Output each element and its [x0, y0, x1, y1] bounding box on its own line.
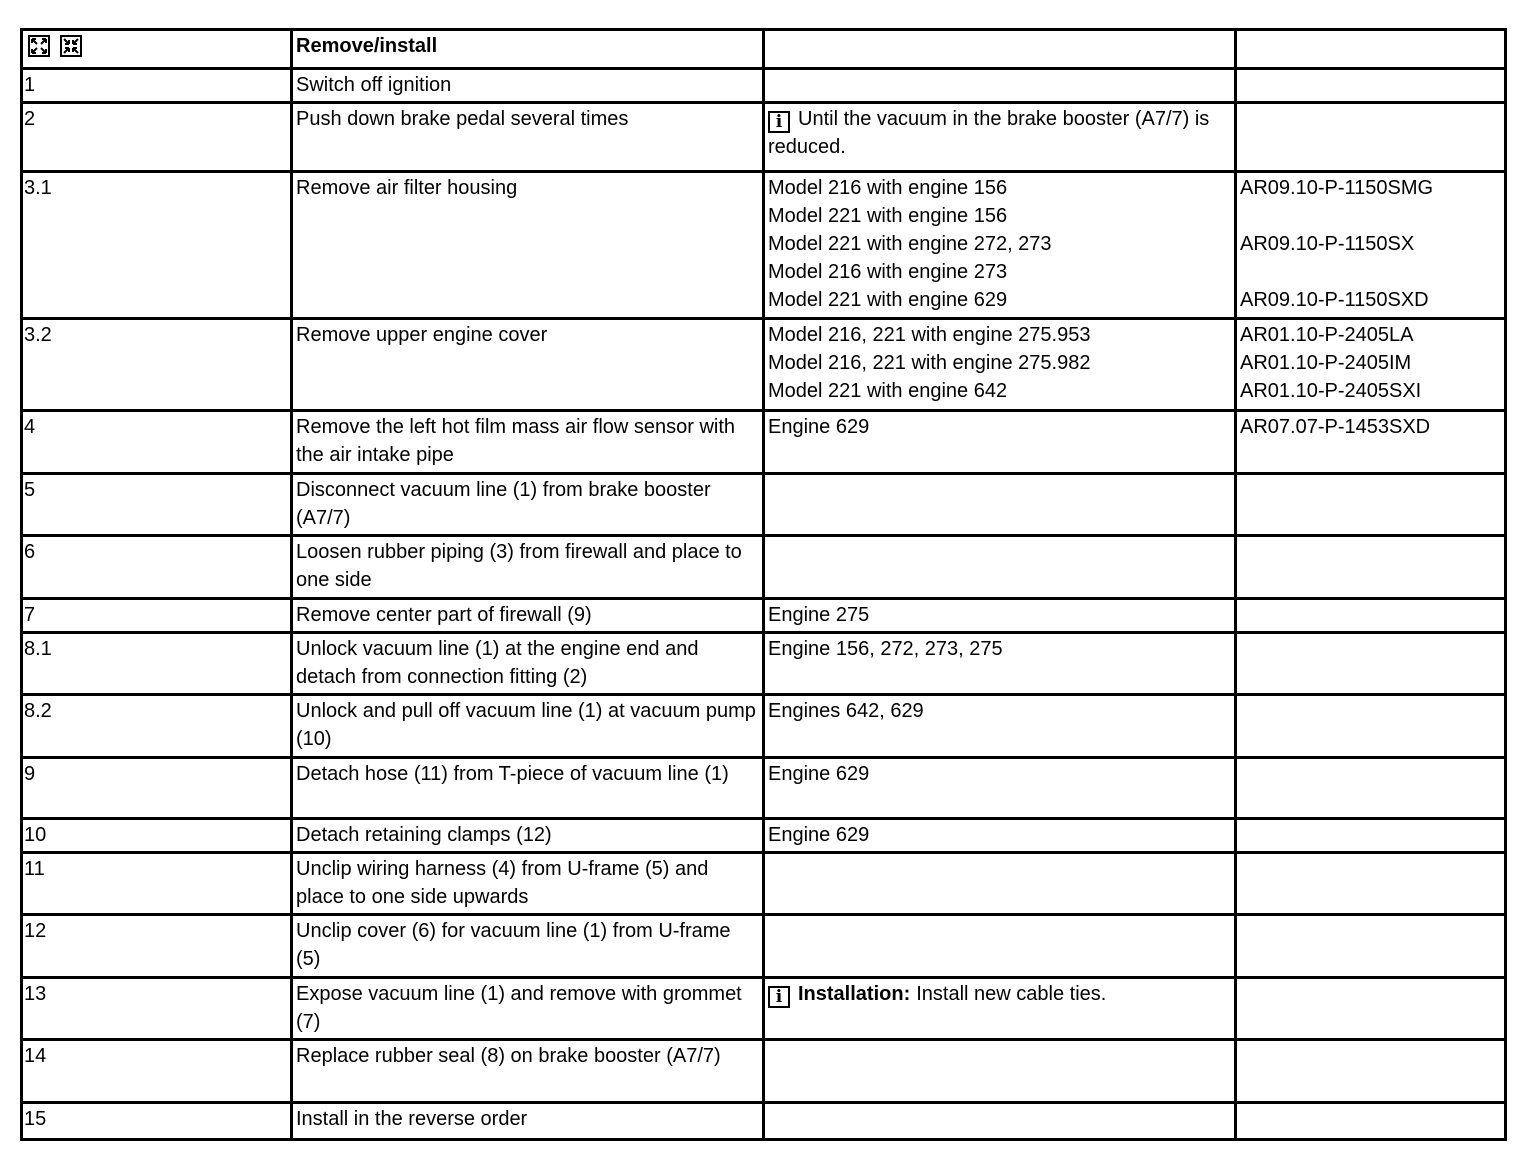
step-number: 13 — [22, 978, 292, 1040]
step-condition — [764, 853, 1236, 915]
step-condition — [764, 819, 1236, 853]
step-action: Unlock vacuum line (1) at the engine end and detach from connection fitting (2) — [292, 633, 764, 695]
condition-line: Engine 629 — [768, 763, 870, 785]
table-row — [22, 536, 1506, 599]
table-row — [22, 758, 1506, 819]
reference-link[interactable]: AR09.10-P-1150SXD — [1240, 289, 1429, 311]
table-row — [22, 853, 1506, 915]
table-row — [22, 411, 1506, 474]
table-row — [22, 978, 1506, 1040]
step-action: Loosen rubber piping (3) from firewall and place to one side — [292, 536, 764, 599]
step-reference — [1236, 172, 1506, 319]
step-reference — [1236, 411, 1506, 474]
table-row — [22, 819, 1506, 853]
step-action: Push down brake pedal several times — [292, 103, 764, 172]
step-condition — [764, 103, 1236, 172]
step-action: Remove air filter housing — [292, 172, 764, 319]
condition-line: Model 221 with engine 629 — [768, 289, 1008, 311]
step-condition — [764, 695, 1236, 758]
step-reference — [1236, 819, 1506, 853]
table-row — [22, 695, 1506, 758]
step-action: Remove center part of firewall (9) — [292, 599, 764, 633]
step-number: 7 — [22, 599, 292, 633]
step-number: 11 — [22, 853, 292, 915]
reference-link[interactable]: AR09.10-P-1150SMG — [1240, 177, 1434, 199]
step-reference — [1236, 599, 1506, 633]
step-number: 3.2 — [22, 319, 292, 411]
step-reference — [1236, 536, 1506, 599]
reference-link[interactable]: AR01.10-P-2405SXI — [1240, 380, 1422, 402]
reference-link[interactable]: AR01.10-P-2405LA — [1240, 324, 1414, 346]
step-condition — [764, 1040, 1236, 1103]
table-row — [22, 69, 1506, 103]
note-text: Until the vacuum in the brake booster (A7/7) is reduced. — [768, 108, 1210, 158]
step-action: Detach hose (11) from T-piece of vacuum line (1) — [292, 758, 764, 819]
step-reference — [1236, 853, 1506, 915]
condition-line: Model 216, 221 with engine 275.953 — [768, 324, 1091, 346]
table-row — [22, 172, 1506, 319]
step-action: Disconnect vacuum line (1) from brake booster (A7/7) — [292, 474, 764, 536]
step-reference — [1236, 103, 1506, 172]
condition-line: Engine 629 — [768, 416, 870, 438]
condition-line: Engine 156, 272, 273, 275 — [768, 638, 1003, 660]
collapse-icon[interactable] — [60, 35, 82, 57]
step-number: 2 — [22, 103, 292, 172]
step-reference — [1236, 758, 1506, 819]
header-title: Remove/install — [292, 30, 764, 69]
table-row — [22, 1040, 1506, 1103]
condition-line: Model 221 with engine 272, 273 — [768, 233, 1052, 255]
reference-link — [1240, 202, 1500, 230]
condition-line: Model 221 with engine 156 — [768, 205, 1008, 227]
step-action: Remove the left hot film mass air flow sensor with the air intake pipe — [292, 411, 764, 474]
step-condition — [764, 1103, 1236, 1140]
table-row — [22, 319, 1506, 411]
step-condition — [764, 915, 1236, 978]
step-action: Install in the reverse order — [292, 1103, 764, 1140]
table-row — [22, 103, 1506, 172]
step-action: Unclip cover (6) for vacuum line (1) from U-frame (5) — [292, 915, 764, 978]
info-icon: i — [768, 111, 790, 133]
step-condition — [764, 758, 1236, 819]
info-icon: i — [768, 986, 790, 1008]
step-action: Remove upper engine cover — [292, 319, 764, 411]
header-empty-cell — [1236, 30, 1506, 69]
step-number: 12 — [22, 915, 292, 978]
condition-line: Engine 275 — [768, 604, 870, 626]
reference-link[interactable]: AR01.10-P-2405IM — [1240, 352, 1412, 374]
step-condition — [764, 411, 1236, 474]
step-action: Detach retaining clamps (12) — [292, 819, 764, 853]
step-number: 6 — [22, 536, 292, 599]
step-reference — [1236, 978, 1506, 1040]
step-number: 1 — [22, 69, 292, 103]
step-number: 8.1 — [22, 633, 292, 695]
step-reference — [1236, 915, 1506, 978]
reference-link — [1240, 258, 1500, 286]
header-empty-cell — [764, 30, 1236, 69]
step-number: 3.1 — [22, 172, 292, 319]
step-action: Unlock and pull off vacuum line (1) at vacuum pump (10) — [292, 695, 764, 758]
condition-line: Model 216 with engine 273 — [768, 261, 1008, 283]
step-reference — [1236, 633, 1506, 695]
step-action: Unclip wiring harness (4) from U-frame (5) and place to one side upwards — [292, 853, 764, 915]
step-number: 8.2 — [22, 695, 292, 758]
step-action: Replace rubber seal (8) on brake booster (A7/7) — [292, 1040, 764, 1103]
table-row — [22, 474, 1506, 536]
step-action: Switch off ignition — [292, 69, 764, 103]
step-number: 5 — [22, 474, 292, 536]
step-condition — [764, 633, 1236, 695]
step-condition — [764, 69, 1236, 103]
condition-line: Model 221 with engine 642 — [768, 380, 1008, 402]
condition-line: Model 216, 221 with engine 275.982 — [768, 352, 1091, 374]
step-number: 4 — [22, 411, 292, 474]
step-reference — [1236, 1040, 1506, 1103]
step-condition — [764, 172, 1236, 319]
reference-link[interactable]: AR07.07-P-1453SXD — [1240, 416, 1431, 438]
table-row — [22, 915, 1506, 978]
condition-line: Engines 642, 629 — [768, 700, 924, 722]
step-reference — [1236, 695, 1506, 758]
step-condition — [764, 599, 1236, 633]
step-number: 9 — [22, 758, 292, 819]
reference-link[interactable]: AR09.10-P-1150SX — [1240, 233, 1415, 255]
procedure-table — [20, 28, 1507, 1141]
condition-line: Engine 629 — [768, 824, 870, 846]
step-action: Expose vacuum line (1) and remove with grommet (7) — [292, 978, 764, 1040]
step-number: 10 — [22, 819, 292, 853]
note-label: Installation: — [798, 983, 911, 1005]
step-reference — [1236, 474, 1506, 536]
step-condition — [764, 536, 1236, 599]
condition-line: Model 216 with engine 156 — [768, 177, 1008, 199]
header-row — [22, 30, 1506, 69]
step-condition — [764, 474, 1236, 536]
step-condition — [764, 319, 1236, 411]
table-row — [22, 633, 1506, 695]
expand-icon[interactable] — [28, 35, 50, 57]
step-reference — [1236, 69, 1506, 103]
step-reference — [1236, 1103, 1506, 1140]
step-condition — [764, 978, 1236, 1040]
header-icons-cell — [22, 30, 292, 69]
table-row — [22, 599, 1506, 633]
step-number: 14 — [22, 1040, 292, 1103]
note-text: Install new cable ties. — [916, 983, 1107, 1005]
table-row — [22, 1103, 1506, 1140]
step-number: 15 — [22, 1103, 292, 1140]
step-reference — [1236, 319, 1506, 411]
